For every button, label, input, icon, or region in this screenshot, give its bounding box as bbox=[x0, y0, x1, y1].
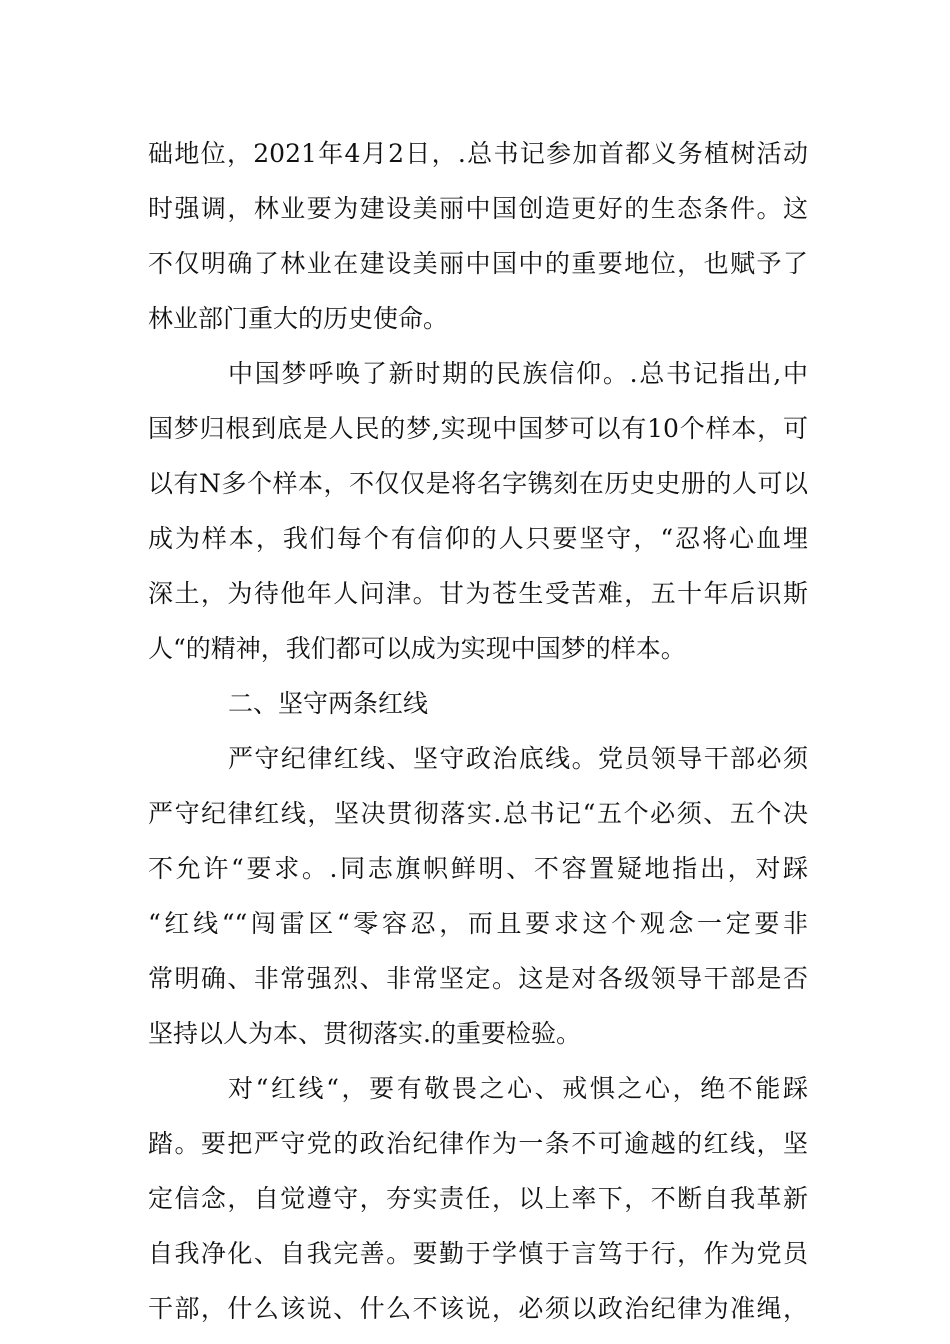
text-line: 踏。要把严守党的政治纪律作为一条不可逾越的红线，坚 bbox=[148, 1129, 808, 1158]
text-line: 定信念，自觉遵守，夯实责任，以上率下，不断自我革新 bbox=[148, 1184, 808, 1213]
paragraph-first-line: 对“红线“，要有敬畏之心、戒惧之心，绝不能踩 bbox=[228, 1074, 808, 1103]
paragraph-first-line: 二、坚守两条红线 bbox=[228, 689, 429, 718]
text-line: 国梦归根到底是人民的梦,实现中国梦可以有10个样本，可 bbox=[148, 414, 808, 443]
text-line: 不允许“要求。.同志旗帜鲜明、不容置疑地指出，对踩 bbox=[148, 854, 808, 883]
text-line: 常明确、非常强烈、非常坚定。这是对各级领导干部是否 bbox=[148, 964, 808, 993]
text-line: 深土，为待他年人问津。甘为苍生受苦难，五十年后识斯 bbox=[148, 579, 808, 608]
text-line: 以有N多个样本，不仅仅是将名字镌刻在历史史册的人可以 bbox=[148, 469, 808, 498]
text-line: 时强调，林业要为建设美丽中国创造更好的生态条件。这 bbox=[148, 194, 808, 223]
text-line: 严守纪律红线，坚决贯彻落实.总书记“五个必须、五个决 bbox=[148, 799, 808, 828]
text-line: 人“的精神，我们都可以成为实现中国梦的样本。 bbox=[148, 634, 686, 663]
paragraph-first-line: 严守纪律红线、坚守政治底线。党员领导干部必须 bbox=[228, 744, 808, 773]
text-line: 坚持以人为本、贯彻落实.的重要检验。 bbox=[148, 1019, 581, 1048]
text-line: 不仅明确了林业在建设美丽中国中的重要地位，也赋予了 bbox=[148, 249, 808, 278]
document-page bbox=[148, 126, 808, 1336]
text-line: 自我净化、自我完善。要勤于学慎于言笃于行，作为党员 bbox=[148, 1239, 808, 1268]
text-line: 础地位，2021年4月2日，.总书记参加首都义务植树活动 bbox=[148, 139, 808, 168]
text-line: 成为样本，我们每个有信仰的人只要坚守，“忍将心血埋 bbox=[148, 524, 808, 553]
text-line: 林业部门重大的历史使命。 bbox=[148, 304, 449, 333]
text-line: “红线““闯雷区“零容忍，而且要求这个观念一定要非 bbox=[148, 909, 808, 938]
document-body bbox=[148, 126, 808, 1336]
paragraph-first-line: 中国梦呼唤了新时期的民族信仰。.总书记指出,中 bbox=[228, 359, 808, 388]
text-line: 干部，什么该说、什么不该说，必须以政治纪律为准绳， bbox=[148, 1294, 808, 1323]
